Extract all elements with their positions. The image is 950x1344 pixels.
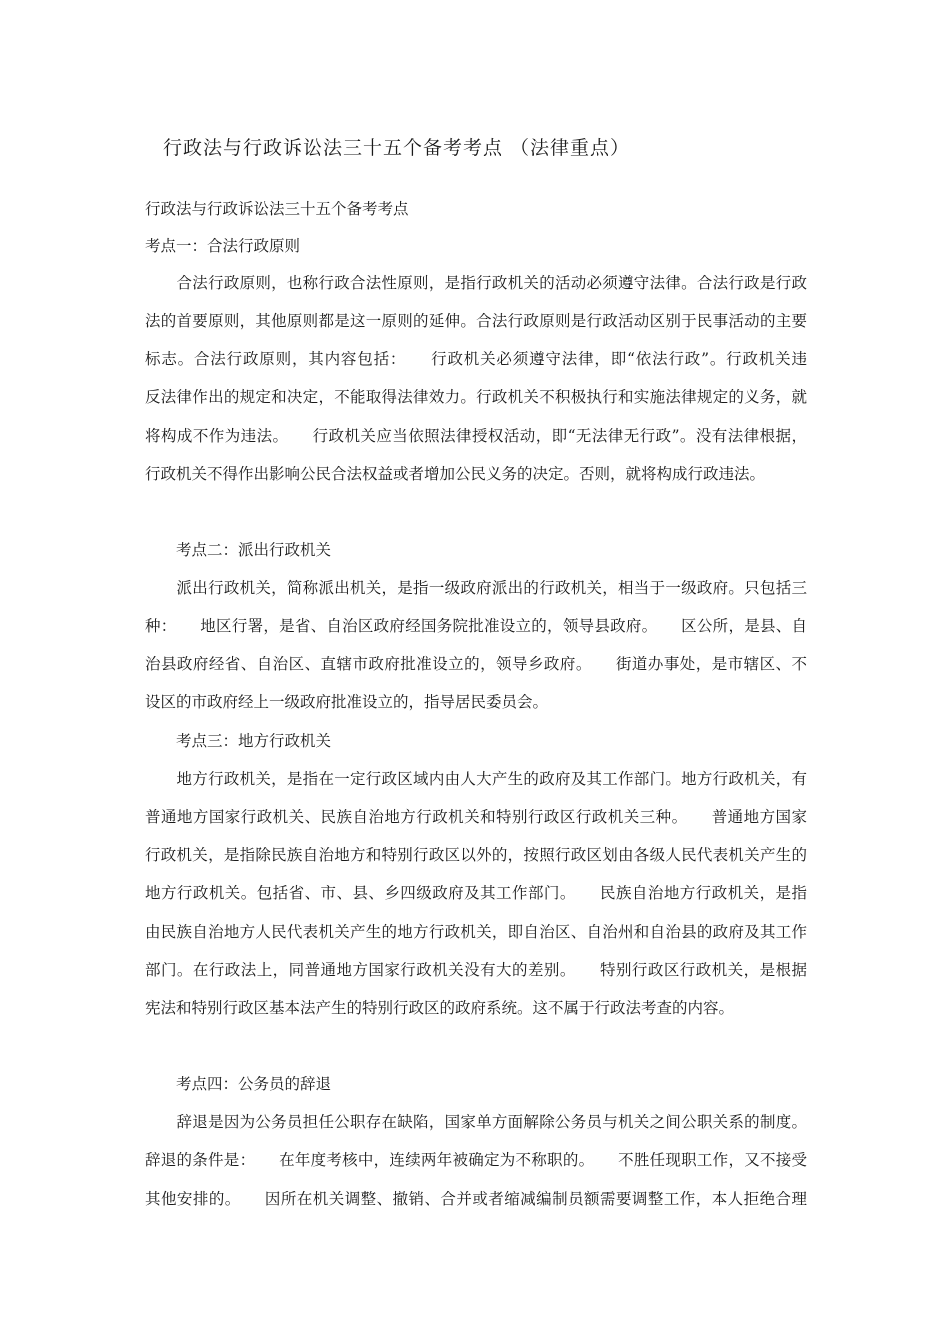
paragraph-line: 辞退的条件是： 在年度考核中，连续两年被确定为不称职的。 不胜任现职工作，又不接受 (145, 1151, 807, 1169)
section-heading: 考点四：公务员的辞退 (145, 1075, 332, 1093)
paragraph-line: 反法律作出的规定和决定，不能取得法律效力。行政机关不积极执行和实施法律规定的义务，就 (145, 388, 807, 406)
paragraph-line: 行政机关，是指除民族自治地方和特别行政区以外的，按照行政区划由各级人民代表机关产生的 (145, 846, 807, 864)
paragraph-line: 法的首要原则，其他原则都是这一原则的延伸。合法行政原则是行政活动区别于民事活动的主要 (145, 312, 807, 330)
subtitle-line: 行政法与行政诉讼法三十五个备考考点 (145, 200, 409, 218)
paragraph-line: 宪法和特别行政区基本法产生的特别行政区的政府系统。这不属于行政法考查的内容。 (145, 999, 735, 1017)
paragraph-line: 部门。在行政法上，同普通地方国家行政机关没有大的差别。 特别行政区行政机关，是根据 (145, 961, 807, 979)
section-heading: 考点二：派出行政机关 (145, 541, 332, 559)
paragraph-line: 合法行政原则，也称行政合法性原则，是指行政机关的活动必须遵守法律。合法行政是行政 (145, 274, 807, 292)
paragraph-line: 普通地方国家行政机关、民族自治地方行政机关和特别行政区行政机关三种。 普通地方国家 (145, 808, 807, 826)
section-heading: 考点三：地方行政机关 (145, 732, 332, 750)
paragraph-line: 派出行政机关，简称派出机关，是指一级政府派出的行政机关，相当于一级政府。只包括三 (145, 579, 807, 597)
paragraph-line: 地方行政机关，是指在一定行政区域内由人大产生的政府及其工作部门。地方行政机关，有 (145, 770, 807, 788)
paragraph-line: 治县政府经省、自治区、直辖市政府批准设立的，领导乡政府。 街道办事处，是市辖区、不 (145, 655, 807, 673)
paragraph-line: 将构成不作为违法。 行政机关应当依照法律授权活动，即“无法律无行政”。没有法律根据， (145, 427, 807, 445)
paragraph-line: 种： 地区行署，是省、自治区政府经国务院批准设立的，领导县政府。 区公所，是县、自 (145, 617, 807, 635)
paragraph-line: 标志。合法行政原则，其内容包括： 行政机关必须遵守法律，即“依法行政”。行政机关违 (145, 350, 807, 368)
document-title: 行政法与行政诉讼法三十五个备考考点 （法律重点） (163, 137, 631, 159)
section-heading: 考点一：合法行政原则 (145, 237, 301, 255)
paragraph-line: 由民族自治地方人民代表机关产生的地方行政机关，即自治区、自治州和自治县的政府及其工作 (145, 923, 807, 941)
paragraph-line: 地方行政机关。包括省、市、县、乡四级政府及其工作部门。 民族自治地方行政机关，是指 (145, 884, 807, 902)
paragraph-line: 其他安排的。 因所在机关调整、撤销、合并或者缩减编制员额需要调整工作，本人拒绝合理 (145, 1190, 807, 1208)
paragraph-line: 设区的市政府经上一级政府批准设立的，指导居民委员会。 (145, 693, 549, 711)
paragraph-line: 辞退是因为公务员担任公职存在缺陷，国家单方面解除公务员与机关之间公职关系的制度。 (145, 1113, 807, 1131)
paragraph-line: 行政机关不得作出影响公民合法权益或者增加公民义务的决定。否则，就将构成行政违法。 (145, 465, 766, 483)
